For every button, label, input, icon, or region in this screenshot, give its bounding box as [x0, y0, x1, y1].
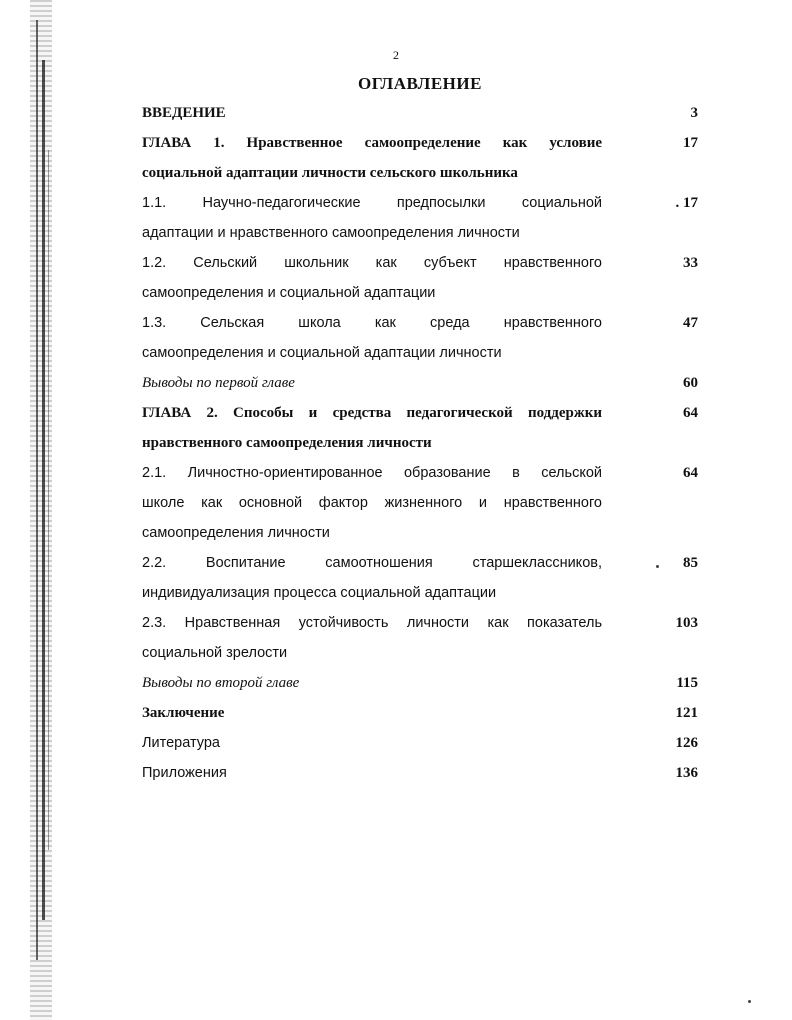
toc-page-ref: 115 — [676, 675, 698, 691]
scan-binding-line — [48, 150, 49, 850]
toc-entry-1-3: 1.3. Сельская школа как среда нравственного — [142, 315, 602, 331]
toc-page-ref: 64 — [683, 465, 698, 481]
toc-entry-conclusion: Заключение — [142, 705, 225, 721]
toc-entry-2-1-cont: самоопределения личности — [142, 525, 330, 541]
toc-page-ref: 64 — [683, 405, 698, 421]
toc-page-ref: 126 — [675, 735, 698, 751]
toc-entry-conclusions-1: Выводы по первой главе — [142, 375, 295, 391]
toc-entry-2-1: 2.1. Личностно-ориентированное образование в сельской — [142, 465, 602, 481]
scan-binding-line — [42, 60, 45, 920]
toc-page-ref: 47 — [683, 315, 698, 331]
toc-page-ref: 85 — [683, 555, 698, 571]
toc-entry-1-1: 1.1. Научно-педагогические предпосылки социальной — [142, 195, 602, 211]
toc-page-ref: 33 — [683, 255, 698, 271]
toc-entry-2-2: 2.2. Воспитание самоотношения старшеклассников, — [142, 555, 602, 571]
toc-entry-intro: ВВЕДЕНИЕ — [142, 105, 226, 121]
toc-entry-1-2: 1.2. Сельский школьник как субъект нравственного — [142, 255, 602, 271]
toc-entry-appendices: Приложения — [142, 765, 227, 781]
page-title: ОГЛАВЛЕНИЕ — [358, 74, 482, 93]
toc-entry-1-2-cont: самоопределения и социальной адаптации — [142, 285, 436, 301]
toc-page-ref: 60 — [683, 375, 698, 391]
toc-entry-2-1-cont: школе как основной фактор жизненного и нравственного — [142, 495, 602, 511]
toc-entry-conclusions-2: Выводы по второй главе — [142, 675, 300, 691]
toc-entry-chapter-1: ГЛАВА 1. Нравственное самоопределение как условие — [142, 135, 602, 151]
toc-entry-1-1-cont: адаптации и нравственного самоопределения личности — [142, 225, 520, 241]
toc-page-ref: 121 — [675, 705, 698, 721]
page-number: 2 — [393, 48, 399, 62]
toc-page-ref: . 17 — [675, 195, 698, 211]
scan-speck — [748, 1000, 751, 1003]
toc-entry-2-3-cont: социальной зрелости — [142, 645, 288, 661]
toc-entry-literature: Литература — [142, 735, 220, 751]
toc-entry-2-2-cont: индивидуализация процесса социальной адаптации — [142, 585, 497, 601]
toc-entry-chapter-1-cont: социальной адаптации личности сельского школьника — [142, 165, 518, 181]
toc-entry-chapter-2: ГЛАВА 2. Способы и средства педагогической поддержки — [142, 405, 602, 421]
scan-speck — [656, 565, 659, 568]
toc-page-ref: 136 — [675, 765, 698, 781]
toc-entry-2-3: 2.3. Нравственная устойчивость личности как показатель — [142, 615, 602, 631]
toc-entry-chapter-2-cont: нравственного самоопределения личности — [142, 435, 432, 451]
toc-entry-1-3-cont: самоопределения и социальной адаптации личности — [142, 345, 502, 361]
scan-binding-line — [36, 20, 38, 960]
toc-page-ref: 103 — [675, 615, 698, 631]
toc-page-ref: 17 — [683, 135, 698, 151]
toc-page-ref: 3 — [690, 105, 698, 121]
